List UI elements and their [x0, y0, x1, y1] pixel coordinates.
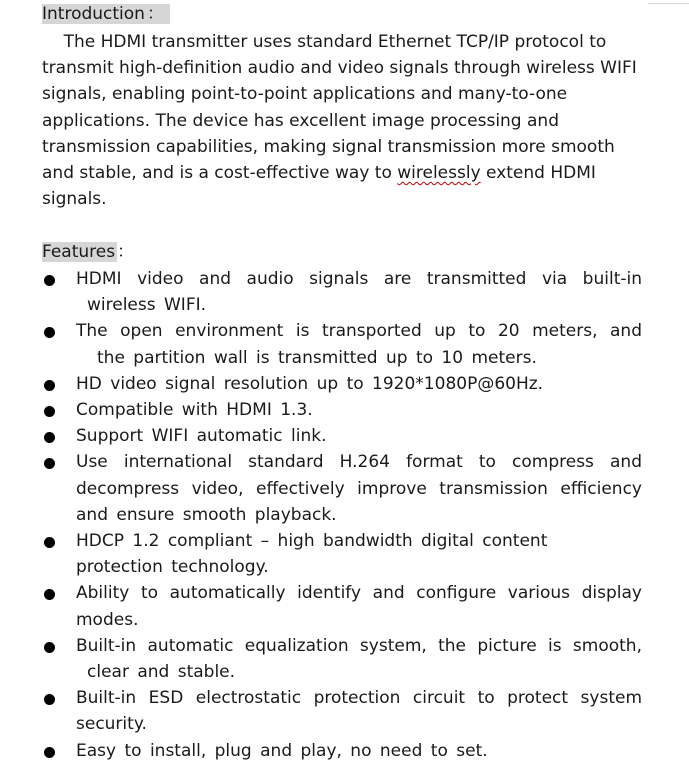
- bullet-icon: [44, 694, 55, 705]
- list-item-line: Ability to automatically identify and configure various display: [76, 583, 642, 604]
- intro-line: applications. The device has excellent image processing and: [42, 110, 559, 131]
- list-item: [42, 266, 662, 318]
- bullet-icon: [44, 327, 55, 338]
- page-edge-line: [648, 3, 689, 4]
- intro-line-text: and stable, and is a cost-effective way to: [42, 163, 398, 184]
- list-item: [42, 371, 662, 397]
- list-item: [42, 449, 662, 528]
- bullet-icon: [44, 458, 55, 469]
- list-item-line: Support WIFI automatic link.: [76, 426, 327, 447]
- list-item: [42, 738, 662, 764]
- bullet-icon: [44, 589, 55, 600]
- list-item: [42, 318, 662, 370]
- list-item: [42, 580, 662, 632]
- list-item: [42, 397, 662, 423]
- list-item-line: HDCP 1.2 compliant – high bandwidth digital content: [76, 531, 548, 552]
- list-item-line: HD video signal resolution up to 1920*1080P@60Hz.: [76, 373, 544, 394]
- introduction-heading-colon: ：: [147, 4, 170, 24]
- introduction-heading-text: Introduction: [42, 4, 145, 24]
- introduction-paragraph: [42, 29, 662, 212]
- intro-line: transmit high-definition audio and video signals through wireless WIFI: [42, 58, 637, 79]
- list-item-line: modes.: [76, 609, 139, 630]
- features-list: [42, 266, 662, 764]
- list-item-line: Easy to install, plug and play, no need to set.: [76, 740, 488, 761]
- list-item-line: wireless WIFI.: [87, 295, 207, 316]
- list-item-line: The open environment is transported up to 20 meters, and: [76, 321, 642, 342]
- bullet-icon: [44, 275, 55, 286]
- intro-line: signals.: [42, 189, 107, 210]
- bullet-icon: [44, 747, 55, 758]
- features-heading-text: Features: [42, 242, 116, 262]
- list-item-line: Built-in ESD electrostatic protection circuit to protect system: [76, 688, 642, 709]
- list-item-line: Compatible with HDMI 1.3.: [76, 400, 313, 421]
- list-item-line: Use international standard H.264 format to compress and: [76, 452, 642, 473]
- list-item-line: clear and stable.: [87, 662, 236, 683]
- intro-line: transmission capabilities, making signal transmission more smooth: [42, 136, 615, 157]
- intro-line-with-spellcheck: [42, 160, 662, 186]
- features-heading-colon: ：: [117, 242, 135, 262]
- list-item: [42, 685, 662, 737]
- list-item-line: Built-in automatic equalization system, the picture is smooth,: [76, 635, 642, 656]
- intro-line: signals, enabling point-to-point applications and many-to-one: [42, 84, 568, 105]
- list-item-line: and ensure smooth playback.: [76, 504, 337, 525]
- bullet-icon: [44, 537, 55, 548]
- bullet-icon: [44, 432, 55, 443]
- list-item-line: decompress video, effectively improve transmission efficiency: [76, 478, 642, 499]
- list-item-line: HDMI video and audio signals are transmitted via built-in: [76, 269, 642, 289]
- features-heading: [42, 240, 134, 264]
- bullet-icon: [44, 642, 55, 653]
- intro-line: The HDMI transmitter uses standard Ethernet TCP/IP protocol to: [42, 32, 607, 52]
- list-item: [42, 528, 662, 580]
- spellcheck-flagged-word[interactable]: wirelessly: [397, 163, 481, 184]
- list-item-line: protection technology.: [76, 557, 269, 578]
- list-item-line: security.: [76, 714, 147, 735]
- list-item-line: the partition wall is transmitted up to 10 meters.: [97, 347, 537, 368]
- intro-line-tail: extend HDMI: [480, 163, 596, 184]
- bullet-icon: [44, 406, 55, 417]
- bullet-icon: [44, 380, 55, 391]
- list-item: [42, 423, 662, 449]
- introduction-heading: [42, 2, 170, 26]
- list-item: [42, 633, 662, 685]
